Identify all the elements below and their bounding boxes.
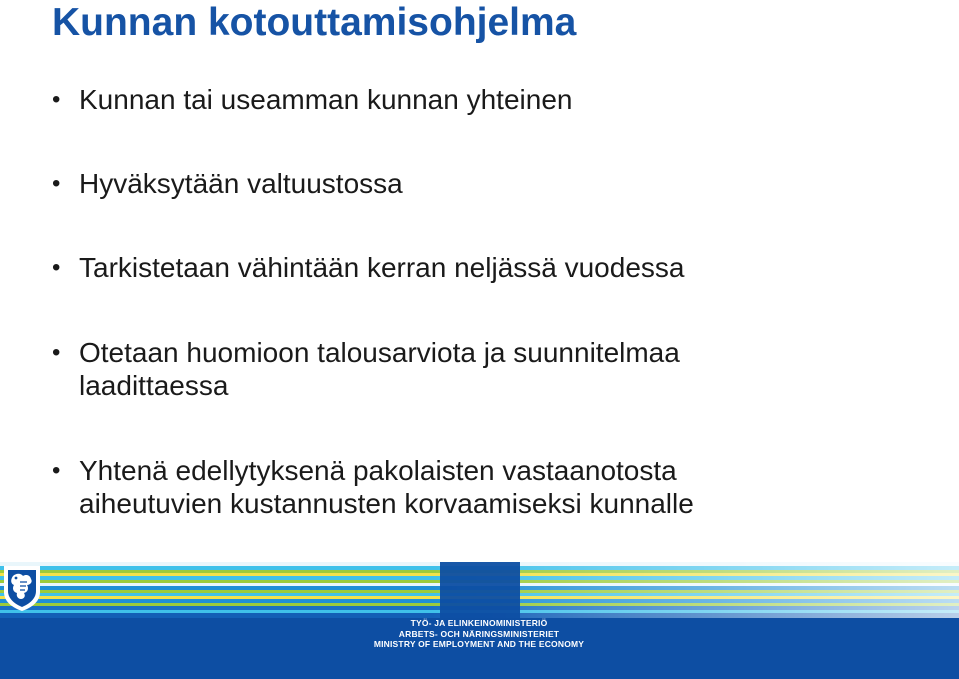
slide-title: Kunnan kotouttamisohjelma	[52, 1, 577, 44]
bullet-marker: •	[52, 254, 61, 281]
bullet-text: Kunnan tai useamman kunnan yhteinen	[79, 84, 573, 115]
bullet-marker: •	[52, 339, 61, 366]
bullet-text: Tarkistetaan vähintään kerran neljässä vuodessa	[79, 252, 685, 283]
bullet-item	[52, 251, 932, 284]
bullet-text: Otetaan huomioon talousarviota ja suunnitelmaa laadittaessa	[79, 337, 680, 401]
ministry-name-fi: TYÖ- JA ELINKEINOMINISTERIÖ	[410, 618, 548, 628]
footer-band	[0, 562, 959, 679]
bullet-text: Hyväksytään valtuustossa	[79, 168, 403, 199]
bullet-item	[52, 167, 932, 200]
ministry-names	[300, 618, 658, 650]
bullet-item	[52, 83, 932, 116]
bullet-marker: •	[52, 170, 61, 197]
bullet-text: Yhtenä edellytyksenä pakolaisten vastaanotosta aiheutuvien kustannusten korvaamiseksi kunnalle	[79, 455, 694, 519]
bullet-item	[52, 454, 932, 520]
bullet-item	[52, 336, 932, 402]
bullet-marker: •	[52, 457, 61, 484]
finnish-lion-emblem-icon	[0, 562, 44, 612]
bullet-marker: •	[52, 86, 61, 113]
ministry-name-en: MINISTRY OF EMPLOYMENT AND THE ECONOMY	[373, 639, 585, 649]
ministry-name-sv: ARBETS- OCH NÄRINGSMINISTERIET	[398, 628, 560, 639]
